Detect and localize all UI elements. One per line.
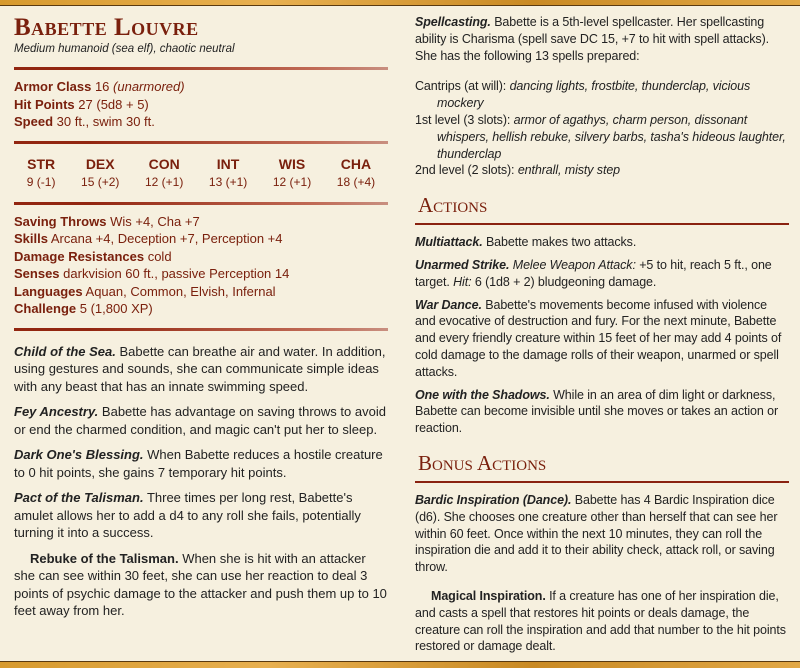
action-war-dance: War Dance. Babette's movements become infused with violence and evocative of destruction and fury. For the next minute, Babette and every friendly creature within 15 feet of her may add 4 points of cold damage to the damage rolls of their weapon, unarmed or spell attacks. xyxy=(415,297,782,379)
bonus-magical-inspiration: Magical Inspiration. If a creature has one of her inspiration die, and casts a spell that restores hit points or deals damage, the creature can roll the inspiration and add that number to the hit points restored or damage dealt. xyxy=(415,588,786,654)
bonus-actions-heading: Bonus Actions xyxy=(418,450,547,475)
senses: Senses darkvision 60 ft., passive Perception 14 xyxy=(14,266,290,281)
bonus-bardic-inspiration: Bardic Inspiration (Dance). Babette has 4 Bardic Inspiration dice (d6). She chooses one creature other than herself that can see her within 60 feet. Once within the next 10 minutes, they can roll the inspiration die and add it to their ability check, attack roll, or saving throw. xyxy=(415,492,778,575)
actions-heading: Actions xyxy=(418,193,488,218)
skills: Skills Arcana +4, Deception +7, Perception +4 xyxy=(14,231,283,246)
action-unarmed-strike: Unarmed Strike. Melee Weapon Attack: +5 to hit, reach 5 ft., one target. Hit: 6 (1d8 + 2) bludgeoning damage. xyxy=(415,257,772,289)
statblock-right-column xyxy=(415,14,789,661)
ability-con: CON 12 (+1) xyxy=(144,155,184,189)
creature-type: Medium humanoid (sea elf), chaotic neutral xyxy=(14,43,235,55)
ability-int: INT 13 (+1) xyxy=(208,155,248,189)
divider xyxy=(14,141,388,144)
divider xyxy=(415,223,789,225)
trait-dark-ones-blessing: Dark One's Blessing. When Babette reduces a hostile creature to 0 hit points, she gains 7 temporary hit points. xyxy=(14,447,383,480)
damage-resistances: Damage Resistances cold xyxy=(14,248,172,264)
trait-fey-ancestry: Fey Ancestry. Babette has advantage on saving throws to avoid or end the charmed condition, and magic can't put her to sleep. xyxy=(14,404,386,437)
divider xyxy=(14,328,388,331)
languages: Languages Aquan, Common, Elvish, Infernal xyxy=(14,283,276,299)
trait-child-of-the-sea: Child of the Sea. Babette can breathe air and water. In addition, using gestures and sounds, she can communicate simple ideas with any beast that has an innate swimming speed. xyxy=(14,343,386,394)
spell-level-2: 2nd level (2 slots): enthrall, misty step xyxy=(415,163,621,178)
ability-cha: CHA 18 (+4) xyxy=(336,155,376,189)
divider xyxy=(14,202,388,205)
ability-str: STR 9 (-1) xyxy=(26,155,56,189)
action-one-with-the-shadows: One with the Shadows. While in an area of dim light or darkness, Babette can become invisible until she moves or takes an action or reaction. xyxy=(415,387,779,436)
challenge: Challenge 5 (1,800 XP) xyxy=(14,301,153,316)
ability-scores xyxy=(14,152,388,192)
spellcasting: Spellcasting. Babette is a 5th-level spellcaster. Her spellcasting ability is Charisma (spell save DC 15, +7 to hit with spell attacks). She has the following 13 spells prepared: xyxy=(415,15,770,63)
trait-rebuke-of-the-talisman: Rebuke of the Talisman. When she is hit with an attacker she can see within 30 feet, she can use her reaction to deal 3 points of psychic damage to the attacker and push them up to 10 feet away from her. xyxy=(14,550,387,618)
trait-pact-of-the-talisman: Pact of the Talisman. Three times per long rest, Babette's amulet allows her to add a d4 to any roll she fails, potentially turning it into a success. xyxy=(14,490,361,540)
bottom-border xyxy=(0,661,800,668)
statblock-left-column xyxy=(14,14,388,628)
top-border xyxy=(0,0,800,6)
ability-dex: DEX 15 (+2) xyxy=(81,155,120,189)
spell-level-cantrips: Cantrips (at will): dancing lights, frostbite, thunderclap, vicious mockery xyxy=(415,79,751,111)
creature-name: Babette Louvre xyxy=(14,14,199,41)
saving-throws: Saving Throws Wis +4, Cha +7 xyxy=(14,213,200,229)
spell-level-1: 1st level (3 slots): armor of agathys, charm person, dissonant whispers, hellish rebuke, silvery barbs, tasha's hideous laughter, thunderclap xyxy=(415,112,786,161)
hit-points: Hit Points 27 (5d8 + 5) xyxy=(14,96,149,112)
speed: Speed 30 ft., swim 30 ft. xyxy=(14,114,155,129)
armor-class: Armor Class 16 (unarmored) xyxy=(14,79,185,94)
divider xyxy=(14,67,388,70)
ability-wis: WIS 12 (+1) xyxy=(272,155,312,189)
divider xyxy=(415,481,789,483)
action-multiattack: Multiattack. Babette makes two attacks. xyxy=(415,235,637,250)
